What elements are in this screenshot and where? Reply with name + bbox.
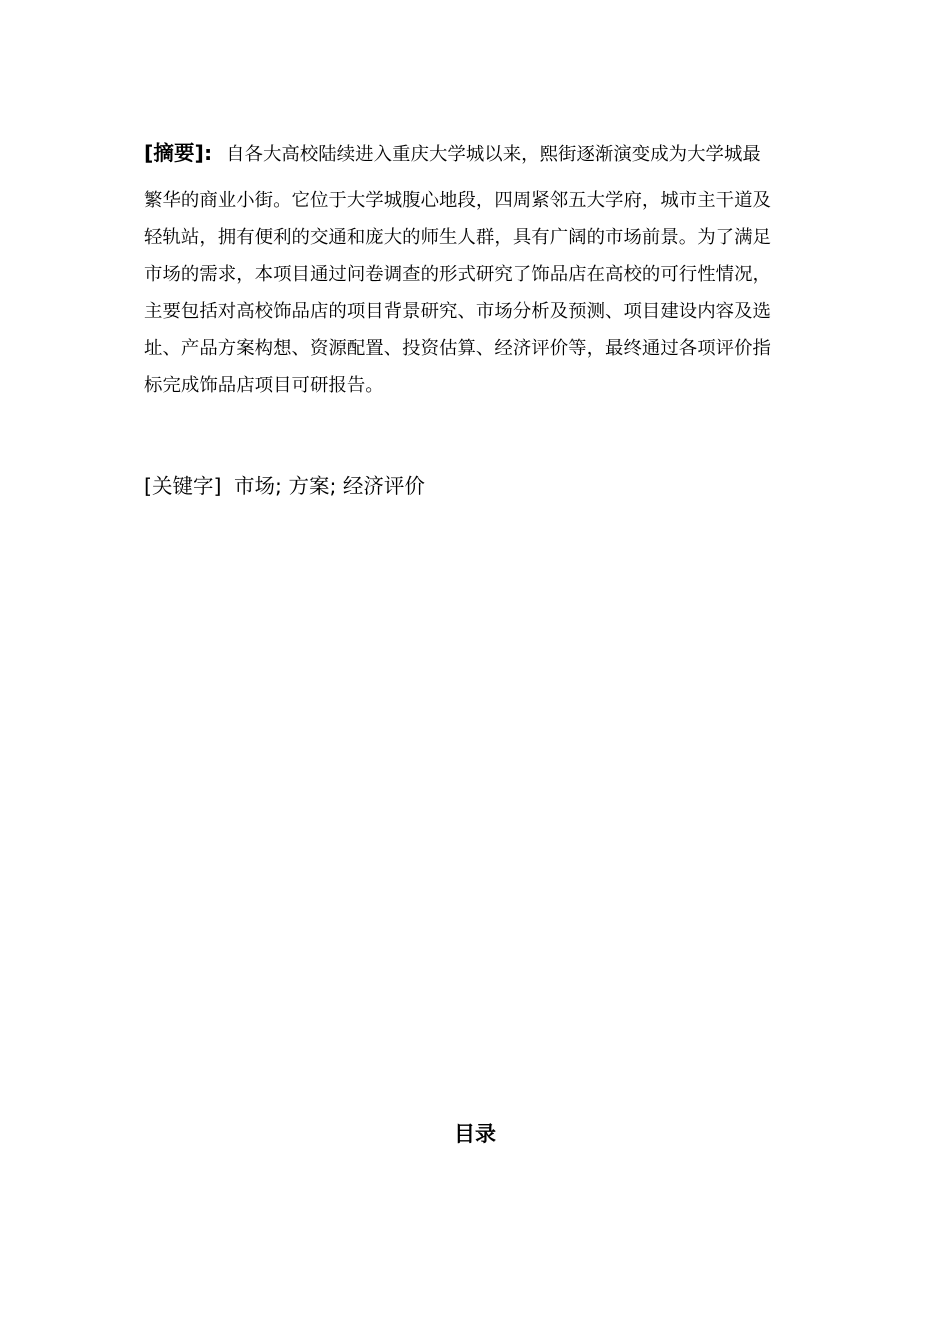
toc-title: 目录	[454, 1122, 496, 1146]
abstract-text-line: 主要包括对高校饰品店的项目背景研究、市场分析及预测、项目建设内容及选	[144, 301, 771, 322]
keywords-section	[144, 467, 425, 505]
keywords-label: [关键字]	[144, 474, 222, 498]
abstract-text-line: 繁华的商业小街。它位于大学城腹心地段，四周紧邻五大学府，城市主干道及	[144, 190, 771, 211]
abstract-label: [摘要]:	[144, 141, 213, 165]
abstract-text-line: 址、产品方案构想、资源配置、投资估算、经济评价等，最终通过各项评价指	[144, 338, 771, 359]
abstract-section	[144, 134, 806, 404]
abstract-text-line: 轻轨站，拥有便利的交通和庞大的师生人群，具有广阔的市场前景。为了满足	[144, 227, 771, 248]
abstract-text-line: 标完成饰品店项目可研报告。	[144, 375, 384, 396]
abstract-first-line	[144, 134, 806, 172]
abstract-text-line: 市场的需求，本项目通过问卷调查的形式研究了饰品店在高校的可行性情况，	[144, 264, 771, 285]
abstract-text-line: 自各大高校陆续进入重庆大学城以来，熙街逐渐演变成为大学城最	[226, 144, 761, 165]
keywords-text: 市场; 方案; 经济评价	[234, 474, 425, 498]
